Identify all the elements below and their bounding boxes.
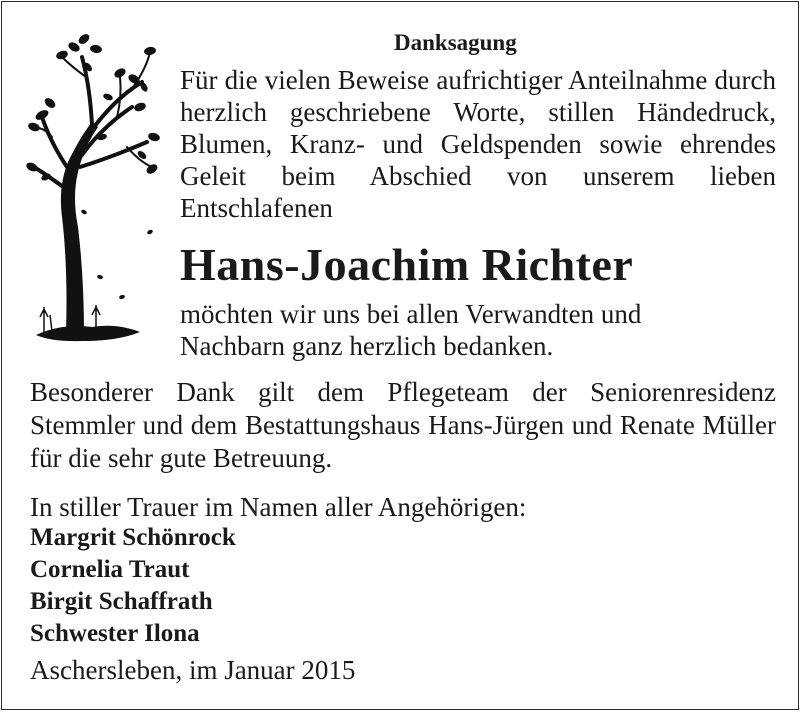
thanks-line: möchten wir uns bei allen Verwandten und — [180, 299, 642, 329]
intro-paragraph: Für die vielen Beweise aufrichtiger Anteilnahme durch herzlich geschriebene Worte, stillen Händedruck, Blumen, Kranz- und Geldspenden sowie ehrendes Geleit beim Abschied von unserem lieben Entschlafenen — [180, 65, 776, 223]
deceased-name: Hans-Joachim Richter — [180, 239, 634, 290]
signer-name: Schwester Ilona — [30, 620, 200, 647]
place-date: Aschersleben, im Januar 2015 — [30, 655, 356, 685]
thanks-line: Nachbarn ganz herzlich bedanken. — [180, 331, 554, 361]
signers-list — [30, 522, 236, 650]
signer-name: Margrit Schönrock — [30, 524, 236, 551]
tree-icon — [22, 27, 170, 347]
mourning-line: In stiller Trauer im Namen aller Angehörigen: — [30, 492, 527, 522]
thanks-paragraph — [180, 298, 776, 362]
obituary-notice — [1, 1, 799, 710]
signer-name: Cornelia Traut — [30, 556, 190, 583]
special-thanks-paragraph: Besonderer Dank gilt dem Pflegeteam der Seniorenresidenz Stemmler und dem Bestattungshaus Hans-Jürgen und Renate Müller für die sehr gute Betreuung. — [30, 377, 776, 473]
notice-heading: Danksagung — [394, 30, 517, 55]
signer-name: Birgit Schaffrath — [30, 588, 213, 615]
